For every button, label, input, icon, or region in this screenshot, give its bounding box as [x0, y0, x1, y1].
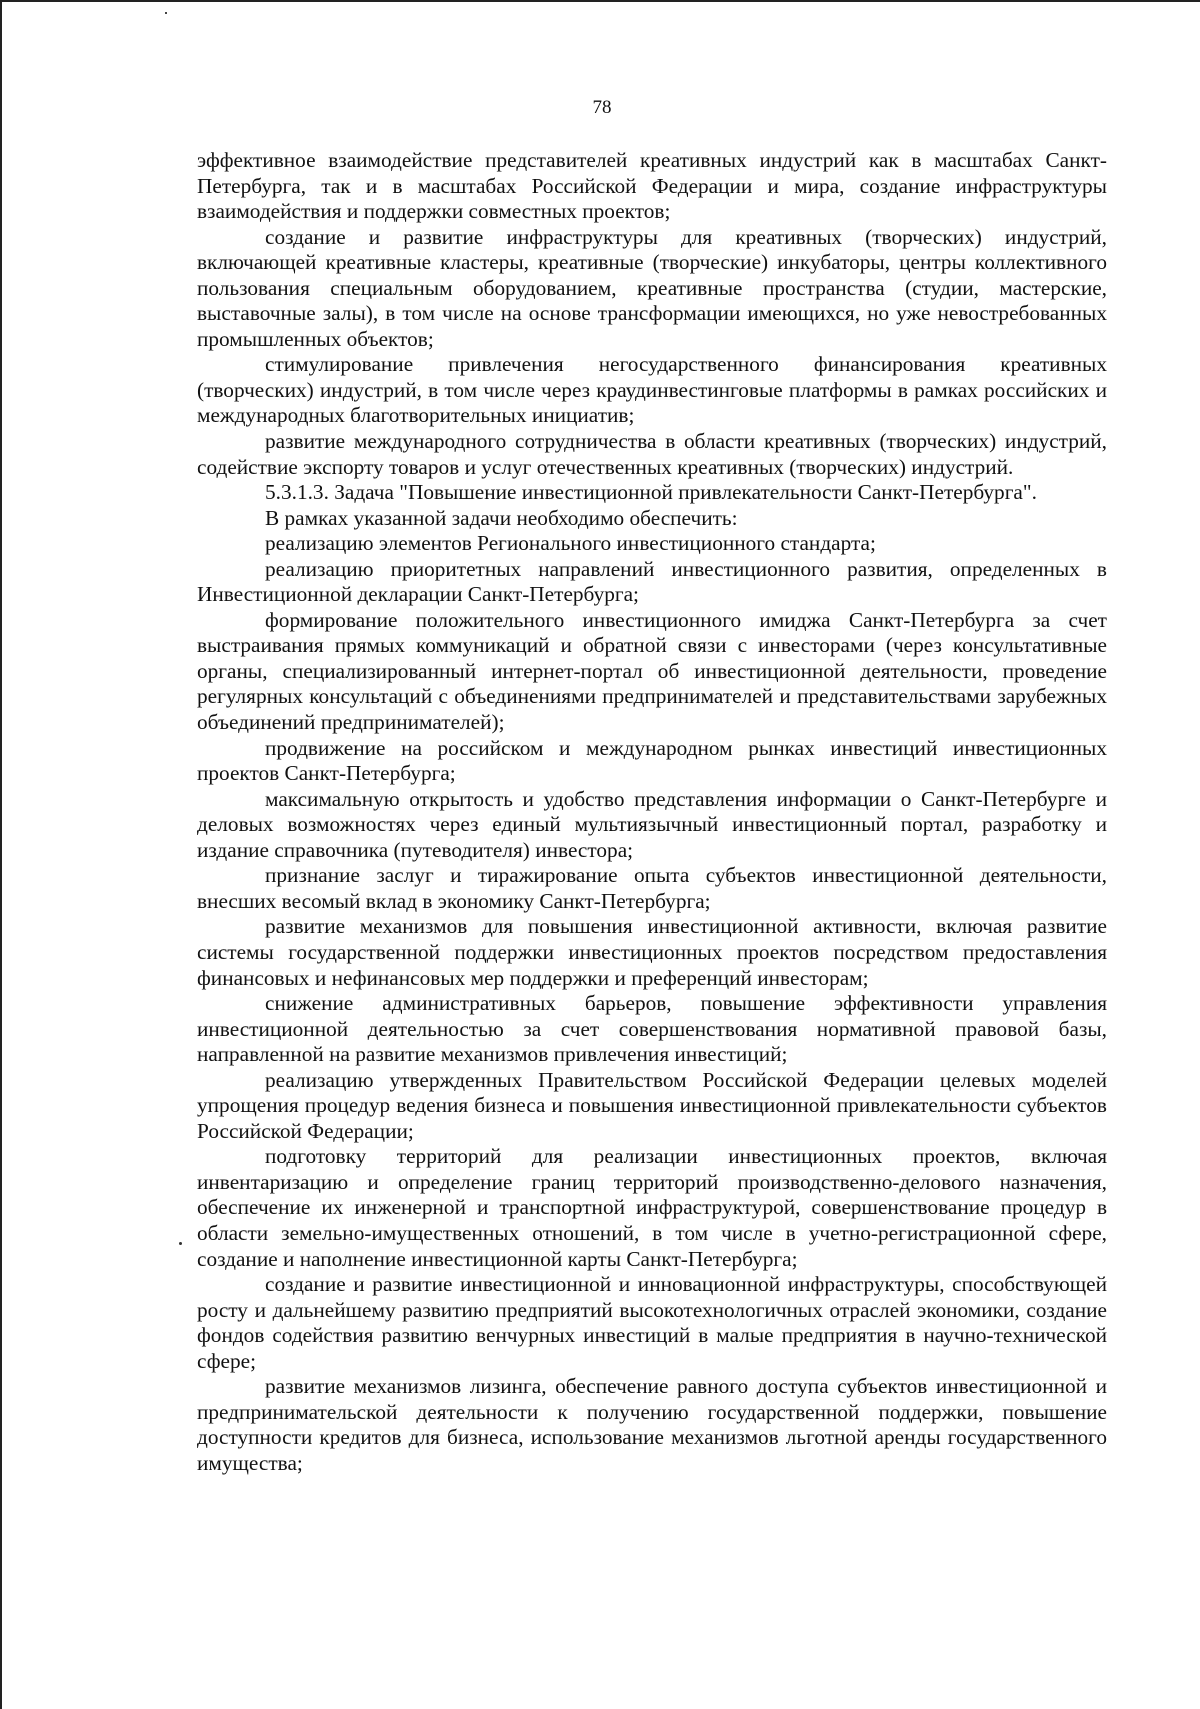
document-body	[197, 148, 1107, 1476]
page-number: 78	[592, 97, 612, 118]
paragraph: признание заслуг и тиражирование опыта субъектов инвестиционной деятельности, внесших весомый вклад в экономику Санкт-Петербурга;	[197, 863, 1107, 913]
paragraph: развитие механизмов лизинга, обеспечение равного доступа субъектов инвестиционной и предпринимательской деятельности к получению государственной поддержки, повышение доступности кредитов для бизнеса, использование механизмов льготной аренды государственного имущества;	[197, 1374, 1107, 1475]
paragraph: В рамках указанной задачи необходимо обеспечить:	[265, 505, 738, 530]
scan-speck	[165, 12, 167, 14]
paragraph: формирование положительного инвестиционного имиджа Санкт-Петербурга за счет выстраивания прямых коммуникаций и обратной связи с инвесторами (через консультативные органы, специализированный интернет-портал об инвестиционной деятельности, проведение регулярных консультаций с объединениями предпринимателей и представительствами зарубежных объединений предпринимателей);	[197, 607, 1107, 735]
paragraph: реализацию утвержденных Правительством Российской Федерации целевых моделей упрощения процедур ведения бизнеса и повышения инвестиционной привлекательности субъектов Российской Федерации;	[197, 1067, 1107, 1143]
paragraph: продвижение на российском и международном рынках инвестиций инвестиционных проектов Санкт-Петербурга;	[197, 735, 1107, 786]
paragraph: создание и развитие инфраструктуры для креативных (творческих) индустрий, включающей креативные кластеры, креативные (творческие) инкубаторы, центры коллективного пользования специальным оборудованием, креативные пространства (студии, мастерские, выставочные залы), в том числе на основе трансформации имеющихся, но уже невостребованных промышленных объектов;	[197, 224, 1107, 351]
scan-dot	[179, 1242, 182, 1245]
paragraph: подготовку территорий для реализации инвестиционных проектов, включая инвентаризацию и определение границ территорий производственно-делового назначения, обеспечение их инженерной и транспортной инфраструктурой, совершенствование процедур в области земельно-имущественных отношений, в том числе в учетно-регистрационной сфере, создание и наполнение инвестиционной карты Санкт-Петербурга;	[197, 1144, 1107, 1271]
paragraph: реализацию элементов Регионального инвестиционного стандарта;	[265, 531, 876, 556]
paragraph: создание и развитие инвестиционной и инновационной инфраструктуры, способствующей росту и дальнейшему развитию предприятий высокотехнологичных отраслей экономики, создание фондов содействия развитию венчурных инвестиций в малые предприятия в научно-технической сфере;	[197, 1272, 1107, 1373]
section-heading: 5.3.1.3. Задача "Повышение инвестиционной привлекательности Санкт-Петербурга".	[265, 480, 1037, 505]
paragraph: эффективное взаимодействие представителей креативных индустрий как в масштабах Санкт-Петербурга, так и в масштабах Российской Федерации и мира, создание инфраструктуры взаимодействия и поддержки совместных проектов;	[197, 148, 1107, 224]
paragraph: реализацию приоритетных направлений инвестиционного развития, определенных в Инвестиционной декларации Санкт-Петербурга;	[197, 556, 1107, 607]
paragraph: развитие механизмов для повышения инвестиционной активности, включая развитие системы государственной поддержки инвестиционных проектов посредством предоставления финансовых и нефинансовых мер поддержки и преференций инвесторам;	[197, 914, 1107, 990]
paragraph: снижение административных барьеров, повышение эффективности управления инвестиционной деятельностью за счет совершенствования нормативной правовой базы, направленной на развитие механизмов привлечения инвестиций;	[197, 991, 1107, 1067]
paragraph: стимулирование привлечения негосударственного финансирования креативных (творческих) индустрий, в том числе через краудинвестинговые платформы в рамках российских и международных благотворительных инициатив;	[197, 352, 1107, 428]
paragraph: максимальную открытость и удобство представления информации о Санкт-Петербурге и деловых возможностях через единый мультиязычный инвестиционный портал, разработку и издание справочника (путеводителя) инвестора;	[197, 786, 1107, 862]
paragraph: развитие международного сотрудничества в области креативных (творческих) индустрий, содействие экспорту товаров и услуг отечественных креативных (творческих) индустрий.	[197, 429, 1107, 479]
